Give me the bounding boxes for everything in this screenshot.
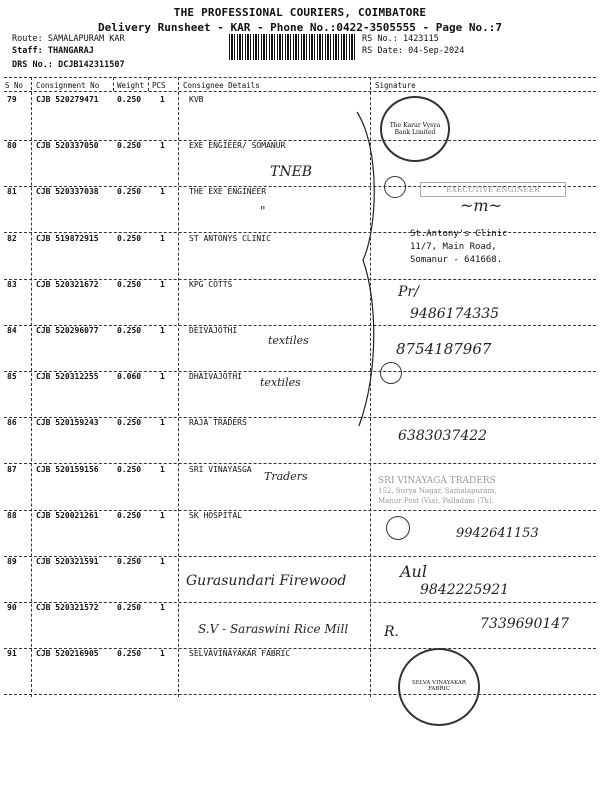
staff-label: Staff: <box>12 46 43 56</box>
drs-label: DRS No.: <box>12 60 53 70</box>
runsheet-subtitle: Delivery Runsheet - KAR - Phone No.:0422-3505555 - Page No.:7 <box>98 21 502 34</box>
col-divider <box>178 77 179 697</box>
col-divider <box>31 77 32 697</box>
col-divider <box>148 77 149 91</box>
signature-phone: 9842225921 <box>420 582 510 598</box>
signature-phone: 9942641153 <box>456 526 539 541</box>
row-pcs: 1 <box>160 603 165 612</box>
row-sno: 89 <box>7 557 17 566</box>
staff-value: THANGARAJ <box>47 46 94 56</box>
row-consignee: ST ANTONYS CLINIC <box>189 234 271 243</box>
row-pcs: 1 <box>160 557 165 566</box>
row-weight: 0.250 <box>117 557 142 566</box>
row-pcs: 1 <box>160 95 165 104</box>
rs-date-value: 04-Sep-2024 <box>408 46 465 56</box>
row-consignee: DHAIVAJOTHI <box>189 372 242 381</box>
bank-stamp <box>380 96 450 162</box>
row-separator <box>4 463 596 464</box>
row-sno: 81 <box>7 187 17 196</box>
clinic-stamp <box>410 228 508 267</box>
row-sno: 83 <box>7 280 17 289</box>
staff-line <box>12 46 94 56</box>
rs-date-label: RS Date: <box>362 46 403 56</box>
row-consignment-no: CJB 520159243 <box>36 418 99 427</box>
row-consignment-no: CJB 520021261 <box>36 511 99 520</box>
row-weight: 0.250 <box>117 326 142 335</box>
row-weight: 0.250 <box>117 141 142 150</box>
clinic-stamp-line: St.Antony's Clinic <box>410 229 508 239</box>
row-sno: 90 <box>7 603 17 612</box>
row-sno: 91 <box>7 649 17 658</box>
row-consignment-no: CJB 520216905 <box>36 649 99 658</box>
route-value: SAMALAPURAM KAR <box>47 34 125 44</box>
row-sno: 80 <box>7 141 17 150</box>
row-pcs: 1 <box>160 280 165 289</box>
row-consignment-no: CJB 520337038 <box>36 187 99 196</box>
row-consignment-no: CJB 520321591 <box>36 557 99 566</box>
rs-no-line <box>362 34 439 44</box>
row-pcs: 1 <box>160 234 165 243</box>
row-pcs: 1 <box>160 465 165 474</box>
row-sno: 88 <box>7 511 17 520</box>
row-pcs: 1 <box>160 141 165 150</box>
row-weight: 0.250 <box>117 603 142 612</box>
handwritten-note: " <box>260 204 266 218</box>
col-sno: S No <box>5 81 24 90</box>
executive-engineer-stamp: EXECUTIVE ENGINEER <box>420 182 566 197</box>
row-sno: 87 <box>7 465 17 474</box>
row-sno: 84 <box>7 326 17 335</box>
signature: Pr/ <box>398 284 419 300</box>
signature-phone: 8754187967 <box>396 340 492 358</box>
barcode <box>229 34 355 60</box>
row-consignee: THE EXE ENGINEER <box>189 187 267 196</box>
handwritten-note: textiles <box>260 376 301 389</box>
row-consignment-no: CJB 520321572 <box>36 603 99 612</box>
row-sno: 79 <box>7 95 17 104</box>
bank-stamp-text: The Karur Vysya Bank Limited <box>389 122 441 136</box>
row-pcs: 1 <box>160 649 165 658</box>
col-consignment: Consignment No <box>36 81 100 90</box>
rs-date-line <box>362 46 464 56</box>
drs-line <box>12 60 125 70</box>
row-weight: 0.250 <box>117 280 142 289</box>
signature-phone: 6383037422 <box>398 428 488 444</box>
fabric-stamp <box>398 648 480 726</box>
col-pcs: PCS <box>152 81 166 90</box>
row-pcs: 1 <box>160 326 165 335</box>
row-consignment-no: CJB 520321672 <box>36 280 99 289</box>
rs-no-value: 1423115 <box>402 34 439 44</box>
row-separator <box>4 694 596 695</box>
row-consignment-no: CJB 520296077 <box>36 326 99 335</box>
col-weight: Weight <box>117 81 145 90</box>
row-pcs: 1 <box>160 511 165 520</box>
row-weight: 0.250 <box>117 418 142 427</box>
handwritten-note: TNEB <box>270 164 313 180</box>
handwritten-note: Traders <box>264 470 308 483</box>
row-sno: 82 <box>7 234 17 243</box>
signature-phone: 9486174335 <box>410 306 500 322</box>
row-weight: 0.250 <box>117 649 142 658</box>
signature-scribble <box>380 362 402 384</box>
row-consignee: RAJA TRADERS <box>189 418 247 427</box>
row-weight: 0.250 <box>117 511 142 520</box>
signature-scribble <box>386 516 410 540</box>
row-consignee: KPG COTTS <box>189 280 233 289</box>
drs-value: DCJB142311507 <box>58 60 125 70</box>
row-consignee: SRI VINAYASGA <box>189 465 252 474</box>
company-title: THE PROFESSIONAL COURIERS, COIMBATORE <box>173 6 427 19</box>
handwritten-consignee: S.V - Saraswini Rice Mill <box>198 622 349 636</box>
row-consignment-no: CJB 520279471 <box>36 95 99 104</box>
clinic-stamp-line: Somanur - 641668. <box>410 255 503 265</box>
traders-stamp-line: 152, Surya Nagar, Samalapuram, <box>378 487 497 495</box>
row-weight: 0.250 <box>117 234 142 243</box>
row-consignment-no: CJB 520337050 <box>36 141 99 150</box>
row-consignment-no: CJB 520159156 <box>36 465 99 474</box>
traders-stamp <box>378 476 496 506</box>
row-weight: 0.250 <box>117 187 142 196</box>
row-consignment-no: CJB 519872915 <box>36 234 99 243</box>
row-consignee: DEIVAJOTHI <box>189 326 238 335</box>
rule <box>4 77 596 78</box>
signature: Aul <box>400 562 427 581</box>
row-pcs: 1 <box>160 187 165 196</box>
col-consignee: Consignee Details <box>183 81 260 90</box>
col-signature: Signature <box>375 81 416 90</box>
route-line <box>12 34 125 44</box>
signature: R. <box>384 624 399 640</box>
rule <box>4 91 596 92</box>
rs-no-label: RS No.: <box>362 34 398 44</box>
col-divider <box>113 77 114 91</box>
row-consignee: SK HOSPITAL <box>189 511 242 520</box>
route-label: Route: <box>12 34 43 44</box>
row-pcs: 1 <box>160 372 165 381</box>
row-weight: 0.060 <box>117 372 142 381</box>
row-pcs: 1 <box>160 418 165 427</box>
signature-phone: 7339690147 <box>480 616 570 632</box>
row-consignment-no: CJB 520312255 <box>36 372 99 381</box>
clinic-stamp-line: 11/7, Main Road, <box>410 242 497 252</box>
traders-stamp-line: Manur Post (Via), Palladam (Tk). <box>378 497 494 505</box>
signature: ~m~ <box>460 196 502 215</box>
traders-stamp-line: SRI VINAYAGA TRADERS <box>378 476 496 486</box>
row-weight: 0.250 <box>117 465 142 474</box>
row-consignee: SELVAVINAYAKAR FABRIC <box>189 649 291 658</box>
row-sno: 86 <box>7 418 17 427</box>
signature-scribble <box>384 176 406 198</box>
handwritten-consignee: Gurasundari Firewood <box>186 573 347 589</box>
bracket-mark <box>355 110 385 430</box>
row-consignee: KVB <box>189 95 204 104</box>
fabric-stamp-text: SELVA VINAYAKAR FABRIC <box>412 680 466 692</box>
handwritten-note: textiles <box>268 334 309 347</box>
row-sno: 85 <box>7 372 17 381</box>
row-consignee: EXE ENGIEER/ SOMANUR <box>189 141 286 150</box>
row-weight: 0.250 <box>117 95 142 104</box>
